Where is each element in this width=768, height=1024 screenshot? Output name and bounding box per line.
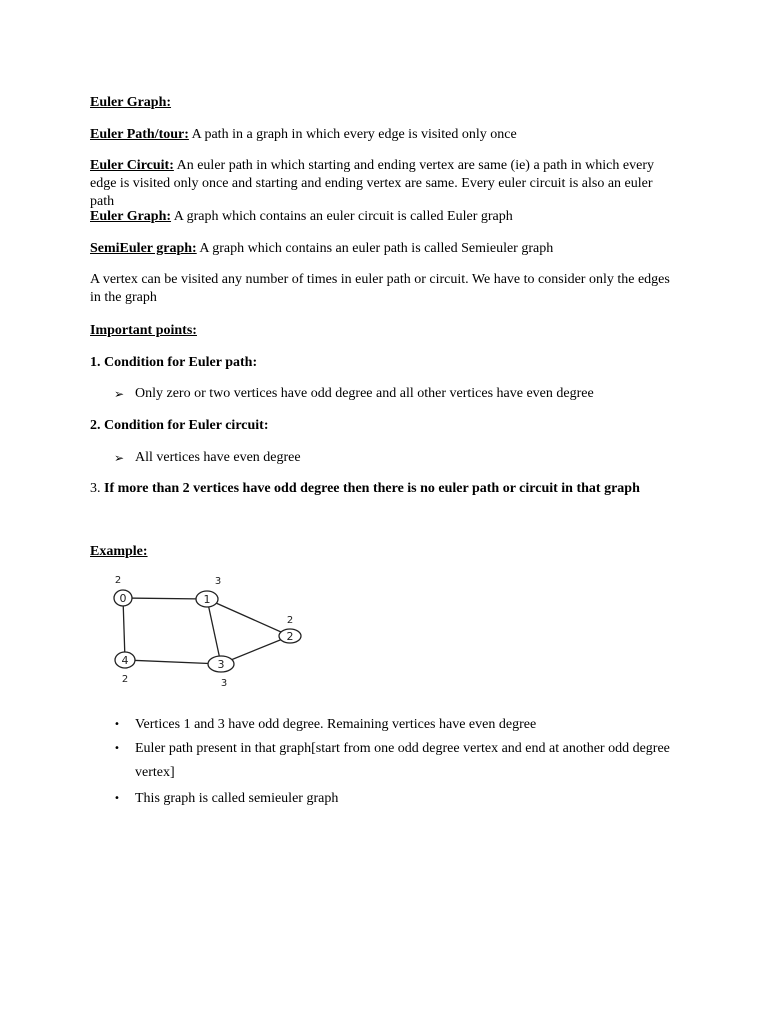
term-euler-graph: Euler Graph: <box>90 209 172 224</box>
graph-edge-1-3 <box>207 599 221 664</box>
point3 <box>90 480 680 498</box>
graph-node-degree: 3 <box>220 678 228 689</box>
bullet-icon: • <box>114 743 120 754</box>
point1-item-text: Only zero or two vertices have odd degree and all other vertices have even degree <box>135 386 594 401</box>
graph-edge-4-3 <box>125 660 221 664</box>
example-graph-figure <box>90 571 326 703</box>
example-bullet-text: This graph is called semieuler graph <box>135 791 339 806</box>
graph-node-degree: 2 <box>286 615 294 626</box>
point3-number: 3. <box>90 481 101 496</box>
text-euler-path: A path in a graph in which every edge is visited only once <box>188 127 517 142</box>
graph-node-label: 1 <box>203 593 211 606</box>
graph-node-degree: 3 <box>214 576 222 587</box>
arrow-bullet-icon: ➢ <box>114 387 125 401</box>
point1-heading: 1. Condition for Euler path: <box>90 355 258 370</box>
definition-euler-graph <box>90 208 680 226</box>
graph-edge-0-4 <box>123 598 125 660</box>
term-semieuler-graph: SemiEuler graph: <box>90 241 197 256</box>
definition-euler-path <box>90 126 680 144</box>
example-bullet-2 <box>114 737 680 785</box>
term-euler-path: Euler Path/tour: <box>90 127 189 142</box>
point2-item-text: All vertices have even degree <box>135 450 301 465</box>
graph-node-degree: 2 <box>114 575 122 586</box>
bullet-icon: • <box>114 719 120 730</box>
arrow-bullet-icon: ➢ <box>114 451 125 465</box>
graph-node-label: 3 <box>217 658 225 671</box>
example-graph-svg <box>90 571 326 703</box>
example-bullet-3 <box>114 787 680 811</box>
text-semieuler-graph: A graph which contains an euler path is called Semieuler graph <box>196 241 554 256</box>
definition-euler-circuit <box>90 157 680 211</box>
vertex-note: A vertex can be visited any number of times in euler path or circuit. We have to consider only the edges in the graph <box>90 272 670 305</box>
point3-text: If more than 2 vertices have odd degree then there is no euler path or circuit in that graph <box>100 481 640 496</box>
graph-node-label: 0 <box>119 592 127 605</box>
term-euler-circuit: Euler Circuit: <box>90 158 174 173</box>
example-heading: Example: <box>90 544 148 559</box>
example-bullet-1 <box>114 713 680 737</box>
graph-node-label: 4 <box>121 654 129 667</box>
important-heading: Important points: <box>90 323 197 338</box>
graph-edge-0-1 <box>123 598 207 599</box>
graph-node-degree: 2 <box>121 674 129 685</box>
text-euler-graph: A graph which contains an euler circuit is called Euler graph <box>171 209 513 224</box>
example-bullet-text: Vertices 1 and 3 have odd degree. Remaining vertices have even degree <box>135 717 537 732</box>
bullet-icon: • <box>114 793 120 804</box>
point2-heading: 2. Condition for Euler circuit: <box>90 418 269 433</box>
graph-edge-1-2 <box>207 599 290 636</box>
definition-semieuler-graph <box>90 240 680 258</box>
page-title: Euler Graph: <box>90 95 172 110</box>
graph-node-label: 2 <box>286 630 294 643</box>
example-bullet-text: Euler path present in that graph[start from one odd degree vertex and end at another odd degree vertex] <box>135 741 670 780</box>
text-euler-circuit: An euler path in which starting and ending vertex are same (ie) a path in which every edge is visited only once and starting and ending vertex are same. Every euler circuit is also an euler path <box>90 158 654 209</box>
